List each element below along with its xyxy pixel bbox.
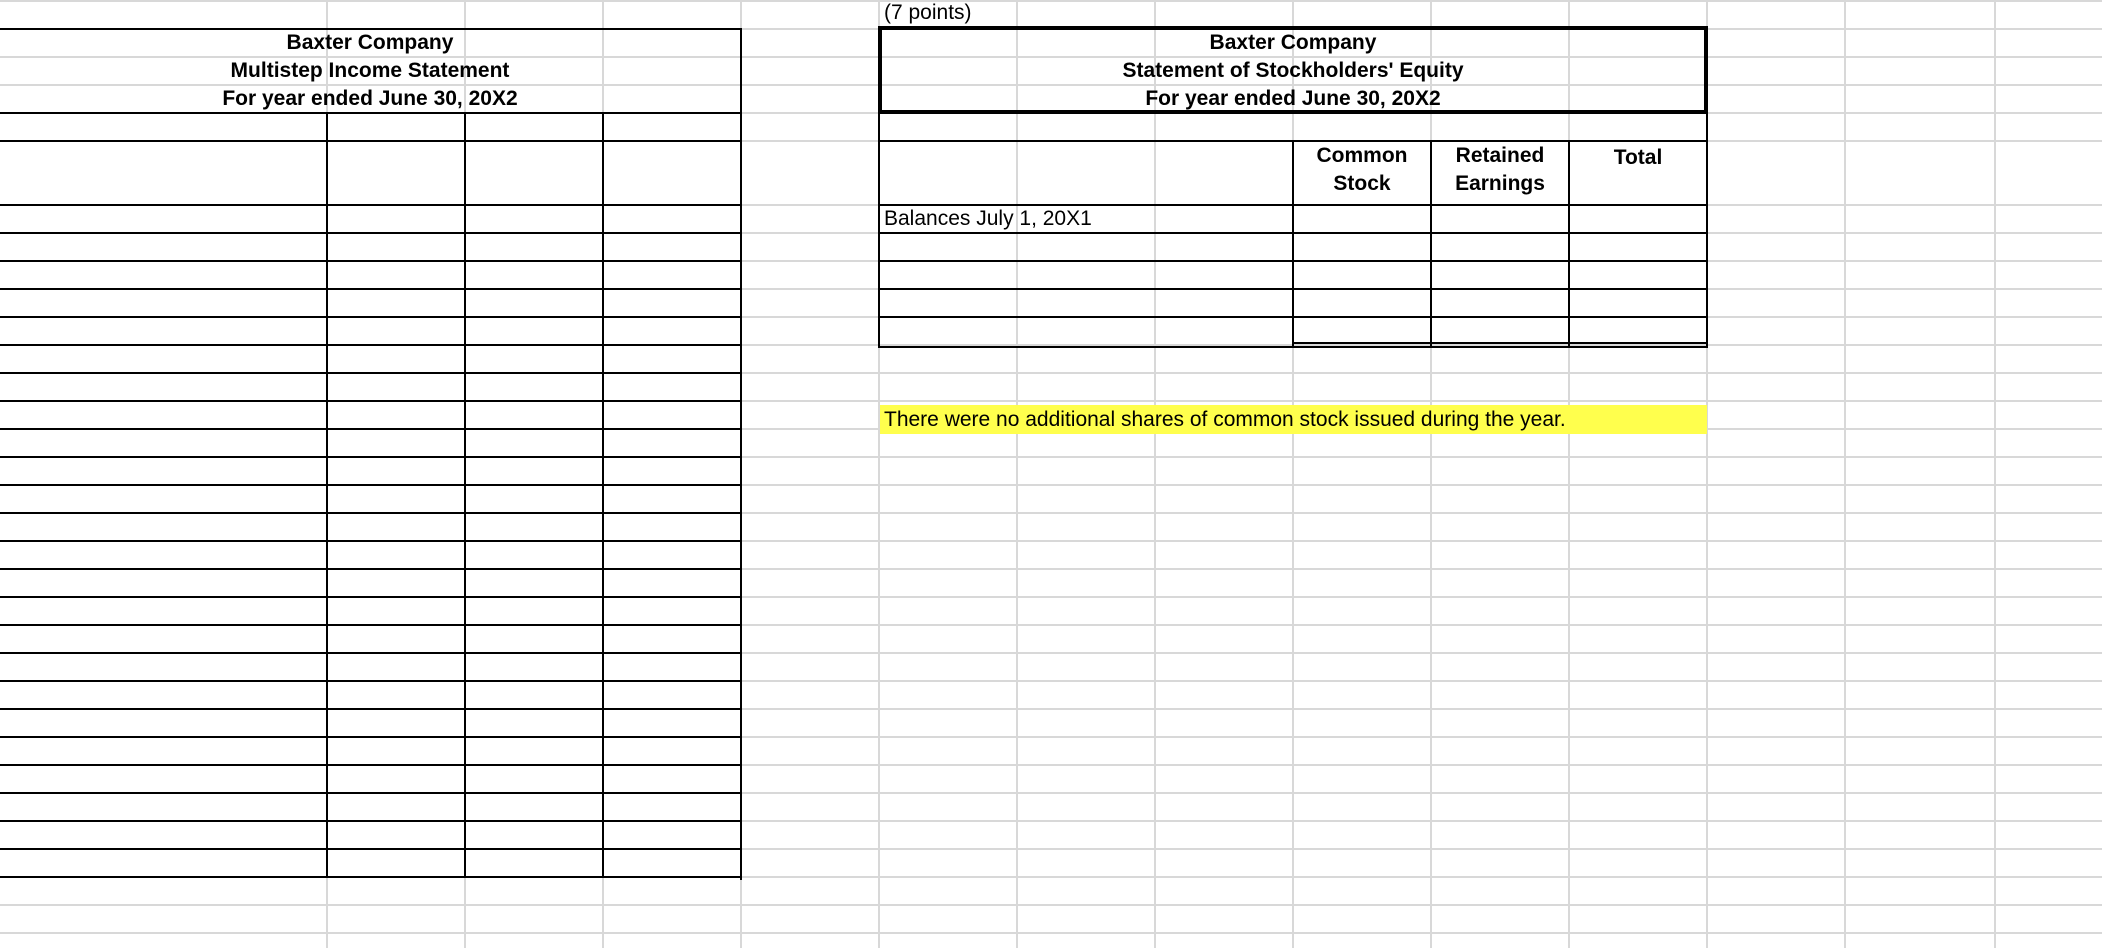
gridline-horizontal (0, 56, 2102, 58)
income-column-border (464, 112, 466, 878)
income-header-bottom-border (0, 112, 742, 114)
income-column-border (602, 112, 604, 878)
gridline-vertical (1154, 0, 1156, 948)
income-row-border (0, 680, 742, 682)
common-stock-line2: Stock (1333, 172, 1391, 195)
income-row-border (0, 596, 742, 598)
income-row-border (0, 792, 742, 794)
income-row-border (0, 820, 742, 822)
gridline-vertical (1844, 0, 1846, 948)
income-row-border (0, 708, 742, 710)
column-header-total[interactable] (1570, 144, 1706, 172)
income-row-border (0, 540, 742, 542)
income-row-border (0, 204, 742, 206)
equity-right-border (1706, 110, 1708, 348)
income-row-border (0, 428, 742, 430)
income-row-border (0, 400, 742, 402)
equity-period-title: For year ended June 30, 20X2 (1145, 87, 1441, 110)
income-row-border (0, 288, 742, 290)
income-row-border (0, 140, 742, 142)
income-row-border (0, 652, 742, 654)
income-row-border (0, 624, 742, 626)
income-statement-title: Multistep Income Statement (230, 59, 510, 82)
gridline-horizontal (0, 84, 2102, 86)
equity-double-underline (1292, 342, 1708, 344)
equity-company-title: Baxter Company (1209, 31, 1377, 54)
income-row-border (0, 568, 742, 570)
note-text[interactable]: There were no additional shares of common stock issued during the year. (884, 408, 1566, 431)
income-row-border (0, 484, 742, 486)
retained-earnings-line2: Earnings (1455, 172, 1545, 195)
gridline-vertical (1994, 0, 1996, 948)
income-period-title: For year ended June 30, 20X2 (222, 87, 518, 110)
column-header-common-stock[interactable] (1294, 142, 1430, 198)
income-row-border (0, 736, 742, 738)
income-bottom-border (0, 876, 742, 878)
income-row-border (0, 512, 742, 514)
income-row-border (0, 848, 742, 850)
income-column-border (326, 112, 328, 878)
income-row-border (0, 232, 742, 234)
income-company-title: Baxter Company (286, 31, 454, 54)
points-label: (7 points) (884, 1, 972, 24)
income-header-top-border (0, 28, 742, 30)
equity-title-top-border (878, 26, 1708, 30)
equity-statement-title: Statement of Stockholders' Equity (1122, 59, 1464, 82)
income-row-border (0, 260, 742, 262)
gridline-horizontal (0, 904, 2102, 906)
gridline-horizontal (0, 932, 2102, 934)
gridline-horizontal (0, 0, 2102, 2)
income-row-border (0, 372, 742, 374)
income-row-border (0, 456, 742, 458)
gridline-vertical (1016, 0, 1018, 948)
balances-row-label[interactable]: Balances July 1, 20X1 (884, 207, 1092, 230)
equity-left-border (878, 110, 880, 348)
retained-earnings-line1: Retained (1455, 144, 1545, 167)
income-row-border (0, 316, 742, 318)
total-line1: Total (1613, 146, 1663, 169)
column-header-retained-earnings[interactable] (1432, 142, 1568, 198)
income-right-border (740, 28, 742, 880)
common-stock-line1: Common (1316, 144, 1408, 167)
income-row-border (0, 764, 742, 766)
income-row-border (0, 344, 742, 346)
equity-bottom-border (878, 346, 1708, 348)
equity-title-bottom-border (878, 110, 1708, 114)
